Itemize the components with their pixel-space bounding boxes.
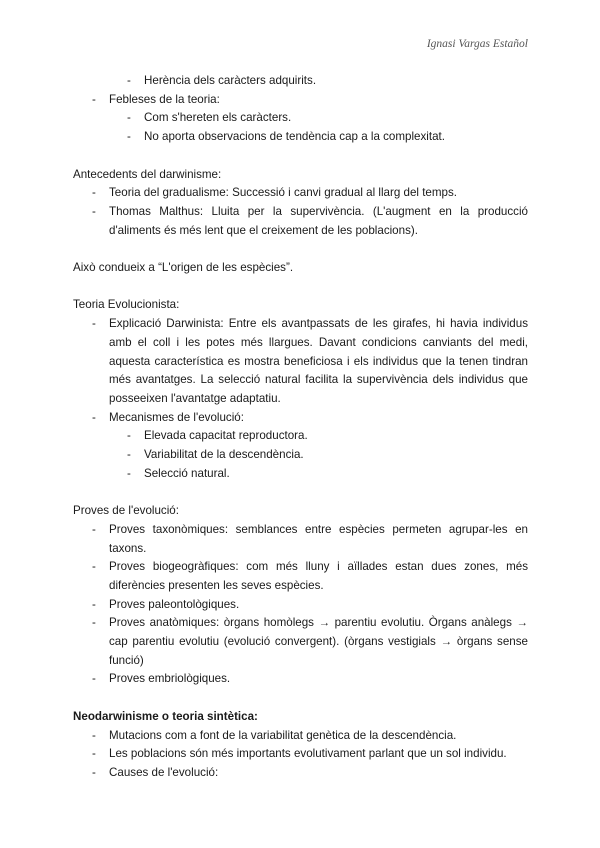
bullet-dash: - <box>92 672 96 686</box>
section-heading: Antecedents del darwinisme: <box>73 167 222 181</box>
section-neodarwinisme <box>73 708 528 783</box>
list-item: - Mecanismes de l'evolució: <box>73 409 528 428</box>
bullet-dash: - <box>92 765 96 779</box>
list-item: - Elevada capacitat reproductora. <box>73 427 528 446</box>
bullet-dash: - <box>92 522 96 536</box>
list-item: - No aporta observacions de tendència cap a la complexitat. <box>73 128 528 147</box>
bullet-dash: - <box>92 186 96 200</box>
section-heading: Proves de l'evolució: <box>73 504 179 518</box>
bullet-dash: - <box>92 560 96 574</box>
author-header: Ignasi Vargas Estañol <box>426 38 528 50</box>
bullet-dash: - <box>92 204 96 218</box>
list-item: - Causes de l'evolució: <box>73 764 528 783</box>
list-item: - Proves anatòmiques: òrgans homòlegs → parentiu evolutiu. Òrgans anàlegs → cap parentiu evolutiu (evolució convergent). (òrgans vestigials → òrgans sense funció) <box>92 616 528 667</box>
bullet-dash: - <box>127 111 131 125</box>
section-antecedents <box>73 166 528 241</box>
list-item: - Proves embriològiques. <box>73 670 528 689</box>
bullet-dash: - <box>92 597 96 611</box>
bullet-dash: - <box>92 728 96 742</box>
bullet-dash: - <box>127 74 131 87</box>
list-item: - Explicació Darwinista: Entre els avantpassats de les girafes, hi havia individus amb el coll i les potes més llargues. Davant condicions canviants del medi, aquesta característica es mostra beneficiosa i els individus que la tenen tindran més avantatges. La selecció natural facilita la supervivència dels individus que posseeixen l'avantatge adaptatiu. <box>92 317 528 405</box>
section-proves <box>73 502 528 689</box>
list-item: - Proves taxonòmiques: semblances entre espècies permeten agrupar-les en taxons. <box>92 522 528 555</box>
bullet-dash: - <box>92 747 96 761</box>
list-item: - Teoria del gradualisme: Successió i canvi gradual al llarg del temps. <box>73 184 528 203</box>
list-item: - Les poblacions són més importants evolutivament parlant que un sol individu. <box>73 745 528 764</box>
list-item: - Herència dels caràcters adquirits. <box>73 72 528 91</box>
section-heading: Teoria Evolucionista: <box>73 298 180 312</box>
bullet-dash: - <box>127 429 131 443</box>
section-origen <box>73 259 528 278</box>
section-evolucionista <box>73 296 528 483</box>
bullet-dash: - <box>127 466 131 480</box>
list-item: - Proves paleontològiques. <box>73 596 528 615</box>
list-item: - Febleses de la teoria: <box>73 91 528 110</box>
bullet-dash: - <box>92 92 96 106</box>
list-item: - Thomas Malthus: Lluita per la supervivència. (L'augment en la producció d'aliments és més lent que el creixement de les poblacions). <box>92 204 528 237</box>
list-item: - Selecció natural. <box>73 465 528 484</box>
bullet-dash: - <box>127 130 131 144</box>
list-item: - Proves biogeogràfiques: com més lluny i aïllades estan dues zones, més diferències presenten les seves espècies. <box>92 560 528 592</box>
bullet-dash: - <box>127 448 131 462</box>
list-item: - Mutacions com a font de la variabilitat genètica de la descendència. <box>73 727 528 746</box>
bullet-dash: - <box>92 317 96 331</box>
list-item: - Variabilitat de la descendència. <box>73 446 528 465</box>
section-heading: Neodarwinisme o teoria sintètica: <box>73 709 258 723</box>
list-item: - Com s'hereten els caràcters. <box>73 109 528 128</box>
paragraph-origen: Això condueix a “L'origen de les espècies”. <box>73 261 294 274</box>
bullet-dash: - <box>92 410 96 424</box>
document-body <box>73 72 528 783</box>
bullet-dash: - <box>92 616 96 630</box>
continuation-list <box>73 72 528 147</box>
